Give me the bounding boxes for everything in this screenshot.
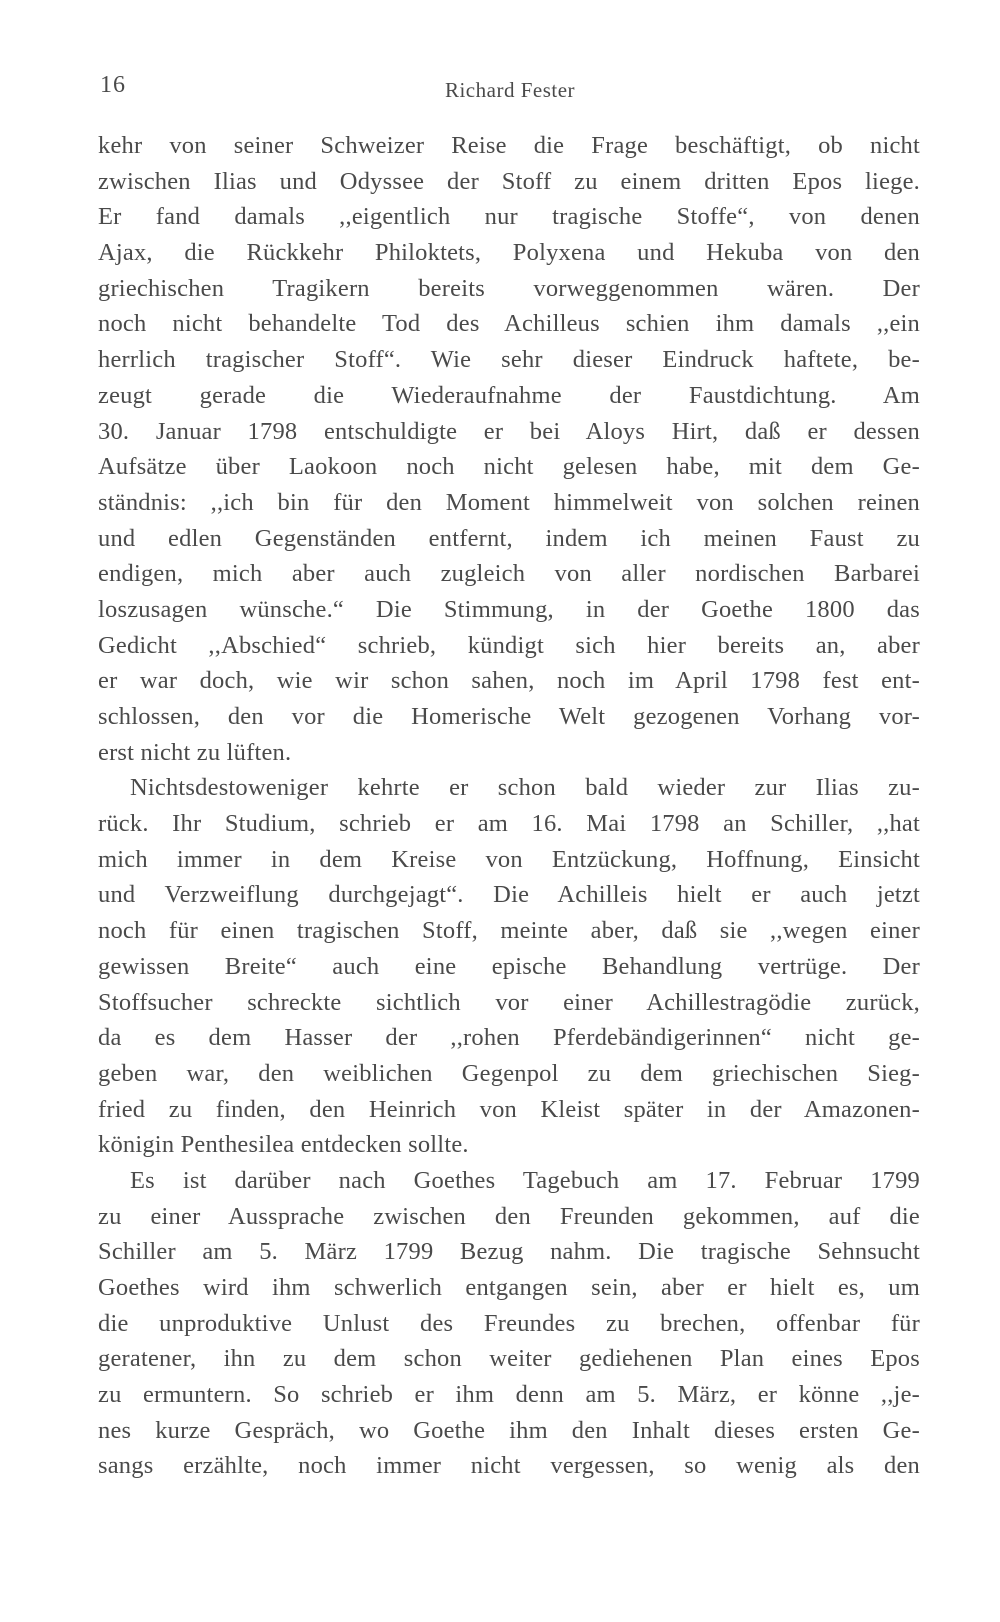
body-text [98, 128, 920, 1484]
text-line: Goethes wird ihm schwerlich entgangen sein, aber er hielt es, um [98, 1274, 920, 1301]
text-line: loszusagen wünsche.“ Die Stimmung, in der Goethe 1800 das [98, 595, 920, 623]
text-line: Nichtsdestoweniger kehrte er schon bald wieder zur Ilias zu- [130, 774, 920, 802]
text-line: zeugt gerade die Wiederaufnahme der Faustdichtung. Am [98, 381, 920, 409]
text-line: mich immer in dem Kreise von Entzückung, Hoffnung, Einsicht [98, 845, 920, 873]
text-line: Gedicht ,,Abschied“ schrieb, kündigt sich hier bereits an, aber [98, 631, 920, 659]
text-line: da es dem Hasser der ,,rohen Pferdebändigerinnen“ nicht ge- [98, 1024, 920, 1052]
paragraph-3 [98, 1163, 920, 1484]
text-line: schlossen, den vor die Homerische Welt gezogenen Vorhang vor- [98, 703, 920, 730]
text-line: und edlen Gegenständen entfernt, indem ich meinen Faust zu [98, 524, 920, 552]
text-line: geben war, den weiblichen Gegenpol zu dem griechischen Sieg- [98, 1059, 920, 1087]
text-line: erst nicht zu lüften. [98, 738, 292, 766]
text-line: Es ist darüber nach Goethes Tagebuch am 17. Februar 1799 [130, 1166, 920, 1194]
page-number: 16 [100, 72, 126, 98]
text-line: gewissen Breite“ auch eine epische Behandlung vertrüge. Der [98, 952, 920, 980]
text-line: kehr von seiner Schweizer Reise die Frage beschäftigt, ob nicht [98, 132, 920, 159]
text-line: königin Penthesilea entdecken sollte. [98, 1131, 469, 1159]
text-line: zu einer Aussprache zwischen den Freunden gekommen, auf die [98, 1202, 920, 1230]
text-line: und Verzweiflung durchgejagt“. Die Achilleis hielt er auch jetzt [98, 881, 920, 909]
text-line: geratener, ihn zu dem schon weiter gediehenen Plan eines Epos [98, 1345, 920, 1373]
text-line: griechischen Tragikern bereits vorweggenommen wären. Der [98, 274, 920, 302]
text-line: Er fand damals ,,eigentlich nur tragische Stoffe“, von denen [98, 203, 920, 231]
paragraph-1 [98, 128, 920, 770]
text-line: nes kurze Gespräch, wo Goethe ihm den Inhalt dieses ersten Ge- [98, 1416, 920, 1444]
text-line: sangs erzählte, noch immer nicht vergessen, so wenig als den [98, 1452, 920, 1480]
text-line: 30. Januar 1798 entschuldigte er bei Aloys Hirt, daß er dessen [98, 417, 920, 445]
text-line: Schiller am 5. März 1799 Bezug nahm. Die tragische Sehnsucht [98, 1238, 920, 1266]
text-line: die unproduktive Unlust des Freundes zu brechen, offenbar für [98, 1309, 920, 1337]
text-line: herrlich tragischer Stoff“. Wie sehr dieser Eindruck haftete, be- [98, 346, 920, 374]
text-line: fried zu finden, den Heinrich von Kleist später in der Amazonen- [98, 1095, 920, 1123]
text-line: zwischen Ilias und Odyssee der Stoff zu einem dritten Epos liege. [98, 167, 920, 195]
text-line: Aufsätze über Laokoon noch nicht gelesen habe, mit dem Ge- [98, 453, 920, 481]
text-line: endigen, mich aber auch zugleich von aller nordischen Barbarei [98, 560, 920, 588]
text-line: Stoffsucher schreckte sichtlich vor einer Achillestragödie zurück, [98, 988, 920, 1016]
text-line: rück. Ihr Studium, schrieb er am 16. Mai 1798 an Schiller, ,,hat [98, 810, 920, 838]
page-header [100, 72, 920, 112]
text-line: zu ermuntern. So schrieb er ihm denn am 5. März, er könne ,,je- [98, 1381, 920, 1409]
paragraph-2 [98, 770, 920, 1163]
text-line: Ajax, die Rückkehr Philoktets, Polyxena und Hekuba von den [98, 239, 920, 267]
text-line: er war doch, wie wir schon sahen, noch im April 1798 fest ent- [98, 667, 920, 695]
text-line: noch für einen tragischen Stoff, meinte aber, daß sie ,,wegen einer [98, 917, 920, 945]
text-line: ständnis: ,,ich bin für den Moment himmelweit von solchen reinen [98, 488, 920, 516]
text-line: noch nicht behandelte Tod des Achilleus schien ihm damals ,,ein [98, 310, 920, 338]
running-head: Richard Fester [444, 78, 576, 102]
